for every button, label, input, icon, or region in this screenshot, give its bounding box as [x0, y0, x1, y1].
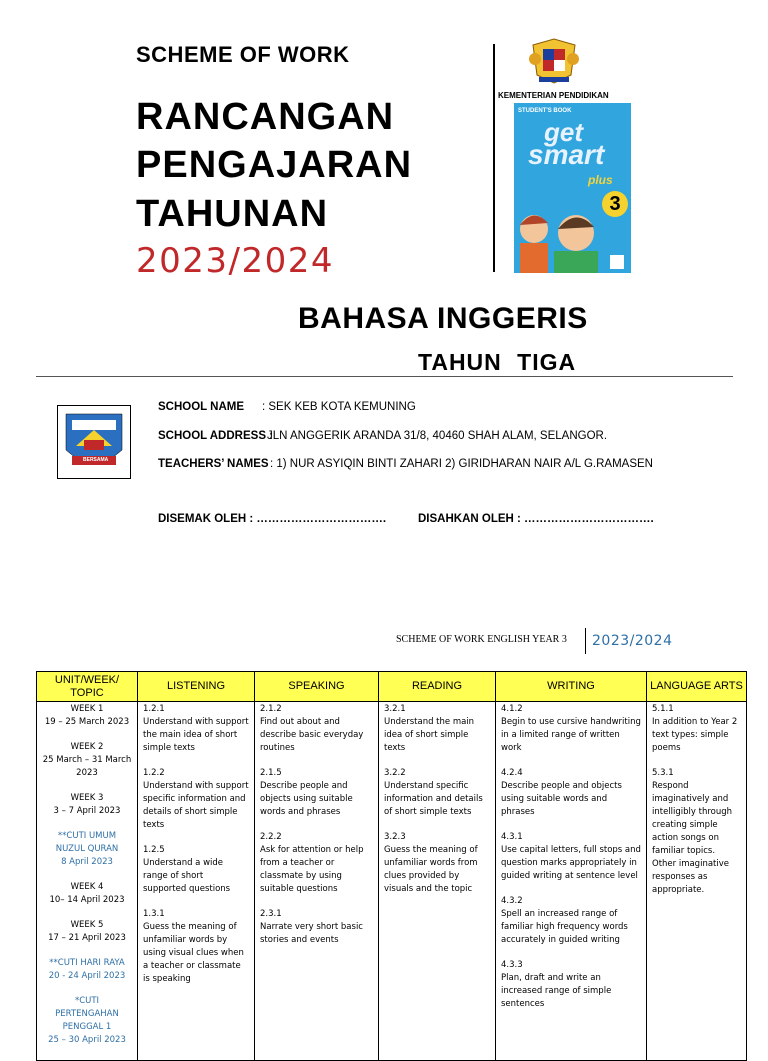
title-line-2: PENGAJARAN: [136, 144, 413, 186]
holiday-entry: *CUTI PERTENGAHAN PENGGAL 1 25 – 30 April 2023: [48, 996, 126, 1045]
skill-entry: 4.3.1 Use capital letters, full stops and question marks appropriately in guided writing at sentence level: [501, 832, 641, 881]
section-divider: [36, 376, 733, 377]
textbook-cover: [514, 103, 631, 273]
listening-cell: [138, 702, 255, 1061]
skill-entry: 4.2.4 Describe people and objects using suitable words and phrases: [501, 768, 622, 817]
skill-entry: 2.2.2 Ask for attention or help from a teacher or classmate by using suitable questions: [260, 832, 364, 894]
school-name-label: SCHOOL NAME: [158, 401, 245, 413]
skill-entry: 1.2.1 Understand with support the main idea of short simple texts: [143, 704, 249, 753]
weeks-cell: [37, 702, 138, 1061]
ministry-name: KEMENTERIAN PENDIDIKAN: [498, 91, 609, 100]
skill-entry: 3.2.3 Guess the meaning of unfamiliar words from clues provided by visuals and the topic: [384, 832, 478, 894]
skill-entry: 2.1.2 Find out about and describe basic everyday routines: [260, 704, 364, 753]
header-speaking: SPEAKING: [255, 672, 379, 702]
ministry-crest-icon: [527, 35, 581, 87]
week-entry: WEEK 5 17 – 21 April 2023: [48, 920, 126, 943]
title-line-1: RANCANGAN: [136, 96, 395, 138]
header-reading: READING: [379, 672, 496, 702]
header-unit-week-topic: UNIT/WEEK/ TOPIC: [37, 672, 138, 702]
checked-by: DISEMAK OLEH : …………………………….: [158, 513, 387, 525]
skill-entry: 1.2.2 Understand with support specific information and details of short simple texts: [143, 768, 249, 830]
skill-entry: 2.1.5 Describe people and objects using suitable words and phrases: [260, 768, 353, 817]
title-line-3: TAHUNAN: [136, 193, 329, 235]
skill-entry: 1.3.1 Guess the meaning of unfamiliar words by using visual clues when a teacher or classmate is speaking: [143, 909, 244, 984]
textbook-number: 3: [602, 191, 628, 217]
table-header-row: [37, 672, 747, 702]
skill-entry: 4.3.2 Spell an increased range of familiar high frequency words accurately in guided writing: [501, 896, 628, 945]
skill-entry: 1.2.5 Understand a wide range of short supported questions: [143, 845, 231, 894]
approved-by: DISAHKAN OLEH : …………………………….: [418, 513, 654, 525]
week-entry: WEEK 1 19 – 25 March 2023: [44, 704, 130, 727]
skill-entry: 5.1.1 In addition to Year 2 text types: simple poems: [652, 704, 738, 753]
textbook-title-get: get: [544, 117, 583, 147]
skill-entry: 3.2.1 Understand the main idea of short simple texts: [384, 704, 475, 753]
holiday-entry: **CUTI UMUM NUZUL QURAN 8 April 2023: [55, 831, 119, 867]
teachers-label: TEACHERS’ NAMES: [158, 458, 269, 470]
school-address-label: SCHOOL ADDRESS :: [158, 430, 274, 442]
school-logo: [57, 405, 131, 479]
textbook-title-smart: smart: [528, 139, 605, 170]
teachers-value: : 1) NUR ASYIQIN BINTI ZAHARI 2) GIRIDHARAN NAIR A/L G.RAMASEN: [270, 458, 653, 470]
textbook-title-plus: plus: [588, 173, 613, 187]
writing-cell: [496, 702, 647, 1061]
scheme-footer-label: SCHEME OF WORK ENGLISH YEAR 3: [396, 634, 567, 645]
school-crest-icon: [58, 406, 130, 478]
skill-entry: 4.3.3 Plan, draft and write an increased range of simple sentences: [501, 960, 612, 1009]
subject-title: BAHASA INGGERIS: [298, 302, 588, 335]
header-language-arts: LANGUAGE ARTS: [647, 672, 747, 702]
header-listening: LISTENING: [138, 672, 255, 702]
vertical-divider: [493, 44, 495, 272]
header-writing: WRITING: [496, 672, 647, 702]
textbook-children-illustration: [514, 199, 631, 273]
week-entry: WEEK 2 25 March – 31 March 2023: [42, 742, 132, 778]
reading-cell: [379, 702, 496, 1061]
school-address-value: JLN ANGGERIK ARANDA 31/8, 40460 SHAH ALAM, SELANGOR.: [267, 430, 608, 442]
footer-separator: [585, 628, 586, 654]
week-entry: WEEK 4 10– 14 April 2023: [49, 882, 125, 905]
holiday-entry: **CUTI HARI RAYA 20 - 24 April 2023: [48, 958, 126, 981]
school-logo-motto: BERSAMA: [83, 457, 109, 463]
skill-entry: 3.2.2 Understand specific information and details of short simple texts: [384, 768, 483, 817]
textbook-label: STUDENT'S BOOK: [518, 108, 572, 114]
scheme-of-work-heading: SCHEME OF WORK: [136, 42, 350, 67]
level-title: TAHUN TIGA: [418, 349, 577, 375]
skill-entry: 2.3.1 Narrate very short basic stories and events: [260, 909, 363, 945]
skill-entry: 4.1.2 Begin to use cursive handwriting in a limited range of written work: [501, 704, 641, 753]
table-row: [37, 702, 747, 1061]
scheme-of-work-table: [36, 671, 747, 1061]
week-entry: WEEK 3 3 – 7 April 2023: [53, 793, 121, 816]
speaking-cell: [255, 702, 379, 1061]
school-name-value: : SEK KEB KOTA KEMUNING: [262, 401, 416, 413]
language-arts-cell: [647, 702, 747, 1061]
scheme-footer-year: 2023/2024: [592, 633, 673, 649]
cover-year: 2023/2024: [136, 241, 335, 281]
skill-entry: 5.3.1 Respond imaginatively and intelligibly through creating simple action songs on familiar topics. Other imaginative responses as appropriate.: [652, 768, 733, 895]
